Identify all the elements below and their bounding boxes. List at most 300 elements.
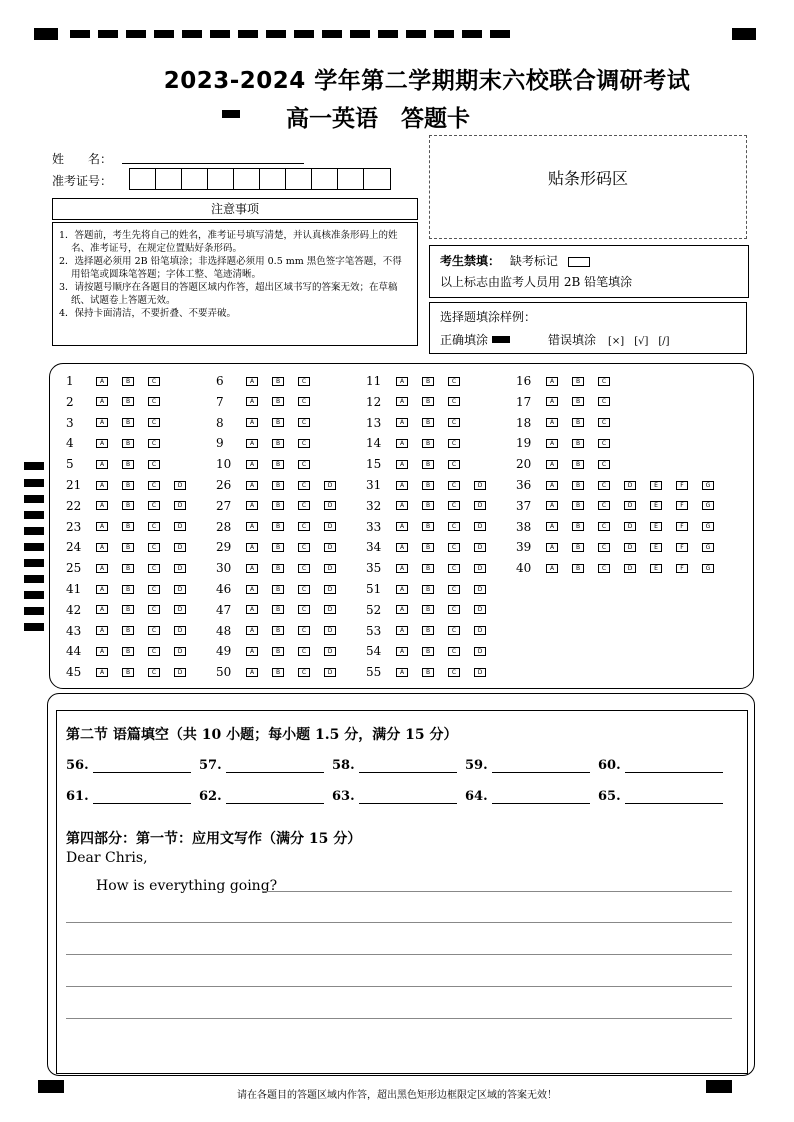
option-f-bubble[interactable]: F (676, 522, 688, 531)
option-b-bubble[interactable]: B (272, 668, 284, 677)
option-c-bubble[interactable]: C (598, 377, 610, 386)
option-b-bubble[interactable]: B (272, 397, 284, 406)
option-c-bubble[interactable]: C (148, 439, 160, 448)
writing-line[interactable] (66, 954, 732, 955)
blank-label: 57. (199, 758, 222, 773)
option-a-bubble[interactable]: A (96, 543, 108, 552)
option-a-bubble[interactable]: A (396, 668, 408, 677)
writing-line[interactable] (262, 891, 732, 892)
option-f-bubble[interactable]: F (676, 564, 688, 573)
option-a-bubble[interactable]: A (96, 605, 108, 614)
writing-line[interactable] (66, 1018, 732, 1019)
timing-mark (378, 30, 398, 38)
option-c-bubble[interactable]: C (298, 543, 310, 552)
option-b-bubble[interactable]: B (272, 564, 284, 573)
option-c-bubble[interactable]: C (148, 626, 160, 635)
option-d-bubble[interactable]: D (324, 605, 336, 614)
option-a-bubble[interactable]: A (246, 501, 258, 510)
option-c-bubble[interactable]: C (598, 501, 610, 510)
option-c-bubble[interactable]: C (448, 397, 460, 406)
option-c-bubble[interactable]: C (148, 605, 160, 614)
option-d-bubble[interactable]: D (324, 585, 336, 594)
question-7 (216, 395, 324, 409)
option-a-bubble[interactable]: A (546, 501, 558, 510)
question-number: 39 (516, 540, 532, 555)
question-20 (516, 457, 624, 471)
option-b-bubble[interactable]: B (572, 439, 584, 448)
option-c-bubble[interactable]: C (598, 543, 610, 552)
option-b-bubble[interactable]: B (422, 460, 434, 469)
option-c-bubble[interactable]: C (298, 647, 310, 656)
question-40 (516, 561, 728, 575)
option-a-bubble[interactable]: A (96, 647, 108, 656)
option-d-bubble[interactable]: D (474, 481, 486, 490)
option-a-bubble[interactable]: A (96, 626, 108, 635)
option-b-bubble[interactable]: B (272, 481, 284, 490)
timing-mark (406, 30, 426, 38)
option-c-bubble[interactable]: C (148, 668, 160, 677)
blank-58[interactable] (332, 758, 457, 773)
section2-title: 第二节 语篇填空（共 10 小题；每小题 1.5 分，满分 15 分） (66, 727, 458, 743)
option-a-bubble[interactable]: A (396, 501, 408, 510)
option-a-bubble[interactable]: A (396, 481, 408, 490)
question-3 (66, 416, 174, 430)
option-a-bubble[interactable]: A (246, 605, 258, 614)
question-29 (216, 540, 350, 554)
option-c-bubble[interactable]: C (448, 605, 460, 614)
question-41 (66, 582, 200, 596)
option-d-bubble[interactable]: D (174, 647, 186, 656)
question-51 (366, 582, 500, 596)
writing-title: 第四部分：第一节：应用文写作（满分 15 分） (66, 831, 362, 847)
option-d-bubble[interactable]: D (324, 668, 336, 677)
option-c-bubble[interactable]: C (598, 418, 610, 427)
option-c-bubble[interactable]: C (598, 439, 610, 448)
question-36 (516, 478, 728, 492)
option-b-bubble[interactable]: B (122, 543, 134, 552)
option-c-bubble[interactable]: C (298, 439, 310, 448)
option-a-bubble[interactable]: A (96, 522, 108, 531)
option-c-bubble[interactable]: C (448, 668, 460, 677)
timing-mark (24, 575, 44, 583)
option-a-bubble[interactable]: A (96, 397, 108, 406)
absent-mark-box[interactable] (568, 257, 590, 267)
wrong-marks: [×] [√] [/] (608, 336, 670, 347)
option-a-bubble[interactable]: A (546, 377, 558, 386)
option-b-bubble[interactable]: B (572, 543, 584, 552)
option-g-bubble[interactable]: G (702, 481, 714, 490)
timing-mark (24, 623, 44, 631)
option-a-bubble[interactable]: A (246, 522, 258, 531)
option-b-bubble[interactable]: B (422, 585, 434, 594)
option-a-bubble[interactable]: A (96, 585, 108, 594)
option-g-bubble[interactable]: G (702, 522, 714, 531)
notice-item: 2．选择题必须用 2B 铅笔填涂；非选择题必须用 0.5 mm 黑色签字笔答题，不得用铅笔或圆珠笔答题；字体工整、笔迹清晰。 (59, 256, 402, 280)
option-b-bubble[interactable]: B (422, 397, 434, 406)
option-c-bubble[interactable]: C (148, 418, 160, 427)
option-b-bubble[interactable]: B (422, 377, 434, 386)
option-b-bubble[interactable]: B (272, 626, 284, 635)
option-c-bubble[interactable]: C (298, 626, 310, 635)
option-a-bubble[interactable]: A (546, 481, 558, 490)
option-b-bubble[interactable]: B (272, 543, 284, 552)
option-c-bubble[interactable]: C (448, 522, 460, 531)
option-b-bubble[interactable]: B (422, 668, 434, 677)
timing-mark (24, 543, 44, 551)
option-d-bubble[interactable]: D (474, 647, 486, 656)
option-c-bubble[interactable]: C (298, 501, 310, 510)
option-b-bubble[interactable]: B (422, 522, 434, 531)
option-b-bubble[interactable]: B (272, 605, 284, 614)
option-b-bubble[interactable]: B (572, 564, 584, 573)
option-a-bubble[interactable]: A (546, 418, 558, 427)
option-b-bubble[interactable]: B (122, 564, 134, 573)
question-number: 27 (216, 498, 232, 513)
option-b-bubble[interactable]: B (422, 605, 434, 614)
option-a-bubble[interactable]: A (546, 522, 558, 531)
option-a-bubble[interactable]: A (96, 481, 108, 490)
question-number: 41 (66, 582, 82, 596)
question-number: 43 (66, 623, 82, 638)
notice-box (52, 222, 418, 346)
option-b-bubble[interactable]: B (272, 647, 284, 656)
option-b-bubble[interactable]: B (122, 397, 134, 406)
option-a-bubble[interactable]: A (96, 439, 108, 448)
option-b-bubble[interactable]: B (422, 647, 434, 656)
option-a-bubble[interactable]: A (246, 626, 258, 635)
option-a-bubble[interactable]: A (246, 564, 258, 573)
option-b-bubble[interactable]: B (272, 418, 284, 427)
option-f-bubble[interactable]: F (676, 543, 688, 552)
option-a-bubble[interactable]: A (246, 481, 258, 490)
timing-mark (34, 28, 58, 40)
option-b-bubble[interactable]: B (572, 481, 584, 490)
id-number-boxes[interactable] (129, 168, 391, 190)
option-d-bubble[interactable]: D (324, 501, 336, 510)
option-g-bubble[interactable]: G (702, 501, 714, 510)
option-b-bubble[interactable]: B (122, 481, 134, 490)
option-a-bubble[interactable]: A (96, 668, 108, 677)
option-b-bubble[interactable]: B (122, 585, 134, 594)
question-14 (366, 436, 474, 450)
option-a-bubble[interactable]: A (246, 460, 258, 469)
option-d-bubble[interactable]: D (324, 543, 336, 552)
option-c-bubble[interactable]: C (298, 605, 310, 614)
option-b-bubble[interactable]: B (272, 377, 284, 386)
option-d-bubble[interactable]: D (324, 522, 336, 531)
blank-60[interactable] (598, 758, 723, 773)
option-d-bubble[interactable]: D (624, 543, 636, 552)
option-b-bubble[interactable]: B (122, 460, 134, 469)
option-c-bubble[interactable]: C (448, 585, 460, 594)
option-a-bubble[interactable]: A (96, 460, 108, 469)
question-number: 7 (216, 394, 224, 409)
blank-65[interactable] (598, 789, 723, 804)
option-a-bubble[interactable]: A (396, 522, 408, 531)
option-d-bubble[interactable]: D (174, 501, 186, 510)
option-b-bubble[interactable]: B (422, 481, 434, 490)
option-c-bubble[interactable]: C (298, 377, 310, 386)
option-c-bubble[interactable]: C (598, 481, 610, 490)
option-e-bubble[interactable]: E (650, 543, 662, 552)
option-a-bubble[interactable]: A (396, 626, 408, 635)
timing-mark (350, 30, 370, 38)
option-c-bubble[interactable]: C (148, 585, 160, 594)
option-a-bubble[interactable]: A (96, 418, 108, 427)
option-b-bubble[interactable]: B (422, 418, 434, 427)
option-b-bubble[interactable]: B (572, 460, 584, 469)
option-d-bubble[interactable]: D (474, 605, 486, 614)
option-a-bubble[interactable]: A (396, 605, 408, 614)
option-g-bubble[interactable]: G (702, 564, 714, 573)
option-d-bubble[interactable]: D (474, 501, 486, 510)
option-e-bubble[interactable]: E (650, 501, 662, 510)
option-c-bubble[interactable]: C (298, 522, 310, 531)
option-d-bubble[interactable]: D (624, 522, 636, 531)
option-b-bubble[interactable]: B (122, 522, 134, 531)
blank-57[interactable] (199, 758, 324, 773)
question-number: 54 (366, 644, 382, 659)
option-a-bubble[interactable]: A (246, 585, 258, 594)
option-c-bubble[interactable]: C (148, 460, 160, 469)
question-number: 30 (216, 561, 232, 576)
option-d-bubble[interactable]: D (174, 522, 186, 531)
option-b-bubble[interactable]: B (422, 501, 434, 510)
option-b-bubble[interactable]: B (272, 585, 284, 594)
option-c-bubble[interactable]: C (448, 543, 460, 552)
option-c-bubble[interactable]: C (598, 564, 610, 573)
option-c-bubble[interactable]: C (448, 377, 460, 386)
question-number: 33 (366, 519, 382, 534)
absent-note: 以上标志由监考人员用 2B 铅笔填涂 (440, 275, 633, 289)
option-c-bubble[interactable]: C (298, 418, 310, 427)
option-e-bubble[interactable]: E (650, 481, 662, 490)
option-d-bubble[interactable]: D (624, 501, 636, 510)
option-c-bubble[interactable]: C (598, 397, 610, 406)
timing-mark (154, 30, 174, 38)
option-d-bubble[interactable]: D (474, 668, 486, 677)
question-number: 16 (516, 374, 532, 388)
option-b-bubble[interactable]: B (122, 418, 134, 427)
question-number: 46 (216, 582, 232, 596)
option-d-bubble[interactable]: D (324, 647, 336, 656)
option-c-bubble[interactable]: C (298, 564, 310, 573)
option-f-bubble[interactable]: F (676, 501, 688, 510)
option-b-bubble[interactable]: B (272, 522, 284, 531)
option-d-bubble[interactable]: D (174, 668, 186, 677)
option-c-bubble[interactable]: C (148, 397, 160, 406)
option-d-bubble[interactable]: D (174, 481, 186, 490)
blank-61[interactable] (66, 789, 191, 804)
option-a-bubble[interactable]: A (546, 543, 558, 552)
option-b-bubble[interactable]: B (122, 647, 134, 656)
option-d-bubble[interactable]: D (474, 585, 486, 594)
option-d-bubble[interactable]: D (624, 481, 636, 490)
question-45 (66, 665, 200, 679)
question-number: 21 (66, 478, 82, 492)
option-a-bubble[interactable]: A (396, 460, 408, 469)
question-9 (216, 436, 324, 450)
question-number: 3 (66, 415, 74, 430)
question-number: 17 (516, 394, 532, 409)
option-d-bubble[interactable]: D (474, 626, 486, 635)
option-a-bubble[interactable]: A (546, 460, 558, 469)
option-c-bubble[interactable]: C (298, 668, 310, 677)
blank-label: 56. (66, 758, 89, 773)
option-d-bubble[interactable]: D (324, 626, 336, 635)
option-b-bubble[interactable]: B (122, 439, 134, 448)
option-c-bubble[interactable]: C (148, 647, 160, 656)
option-b-bubble[interactable]: B (122, 626, 134, 635)
option-a-bubble[interactable]: A (396, 377, 408, 386)
option-f-bubble[interactable]: F (676, 481, 688, 490)
blank-62[interactable] (199, 789, 324, 804)
option-b-bubble[interactable]: B (572, 501, 584, 510)
option-a-bubble[interactable]: A (396, 397, 408, 406)
name-field[interactable] (122, 163, 304, 164)
option-a-bubble[interactable]: A (546, 397, 558, 406)
option-b-bubble[interactable]: B (122, 501, 134, 510)
option-c-bubble[interactable]: C (448, 460, 460, 469)
option-c-bubble[interactable]: C (148, 564, 160, 573)
option-c-bubble[interactable]: C (298, 481, 310, 490)
timing-mark (98, 30, 118, 38)
option-b-bubble[interactable]: B (572, 522, 584, 531)
question-number: 44 (66, 644, 82, 659)
notice-item: 1．答题前，考生先将自己的姓名，准考证号填写清楚，并认真核准条形码上的姓名、准考证号，在规定位置贴好条形码。 (59, 230, 398, 254)
option-e-bubble[interactable]: E (650, 564, 662, 573)
question-5 (66, 457, 174, 471)
option-e-bubble[interactable]: E (650, 522, 662, 531)
option-a-bubble[interactable]: A (246, 439, 258, 448)
option-a-bubble[interactable]: A (546, 439, 558, 448)
option-c-bubble[interactable]: C (448, 626, 460, 635)
question-number: 28 (216, 519, 232, 534)
question-50 (216, 665, 350, 679)
option-b-bubble[interactable]: B (422, 543, 434, 552)
option-c-bubble[interactable]: C (448, 481, 460, 490)
name-label: 姓 名： (52, 152, 113, 166)
timing-mark (24, 479, 44, 487)
option-c-bubble[interactable]: C (148, 522, 160, 531)
option-a-bubble[interactable]: A (396, 564, 408, 573)
option-b-bubble[interactable]: B (122, 668, 134, 677)
option-c-bubble[interactable]: C (598, 522, 610, 531)
option-c-bubble[interactable]: C (148, 377, 160, 386)
question-16 (516, 374, 624, 388)
option-c-bubble[interactable]: C (298, 585, 310, 594)
option-c-bubble[interactable]: C (448, 439, 460, 448)
option-g-bubble[interactable]: G (702, 543, 714, 552)
option-a-bubble[interactable]: A (96, 564, 108, 573)
question-48 (216, 624, 350, 638)
option-b-bubble[interactable]: B (422, 564, 434, 573)
option-c-bubble[interactable]: C (448, 418, 460, 427)
blank-63[interactable] (332, 789, 457, 804)
option-a-bubble[interactable]: A (396, 647, 408, 656)
option-d-bubble[interactable]: D (324, 564, 336, 573)
question-35 (366, 561, 500, 575)
option-a-bubble[interactable]: A (396, 439, 408, 448)
blank-label: 64. (465, 789, 488, 804)
option-d-bubble[interactable]: D (474, 564, 486, 573)
option-c-bubble[interactable]: C (598, 460, 610, 469)
option-a-bubble[interactable]: A (246, 397, 258, 406)
question-number: 20 (516, 457, 532, 472)
option-d-bubble[interactable]: D (174, 605, 186, 614)
timing-mark (24, 591, 44, 599)
option-b-bubble[interactable]: B (272, 439, 284, 448)
question-8 (216, 416, 324, 430)
option-c-bubble[interactable]: C (148, 501, 160, 510)
option-d-bubble[interactable]: D (474, 522, 486, 531)
option-c-bubble[interactable]: C (148, 481, 160, 490)
option-a-bubble[interactable]: A (96, 377, 108, 386)
option-c-bubble[interactable]: C (448, 647, 460, 656)
option-b-bubble[interactable]: B (422, 439, 434, 448)
blank-59[interactable] (465, 758, 590, 773)
question-number: 14 (366, 436, 382, 451)
option-a-bubble[interactable]: A (246, 418, 258, 427)
option-c-bubble[interactable]: C (448, 564, 460, 573)
option-b-bubble[interactable]: B (572, 397, 584, 406)
correct-fill-example (492, 336, 510, 343)
question-32 (366, 499, 500, 513)
option-b-bubble[interactable]: B (272, 460, 284, 469)
blank-64[interactable] (465, 789, 590, 804)
option-c-bubble[interactable]: C (298, 460, 310, 469)
option-a-bubble[interactable]: A (246, 647, 258, 656)
option-a-bubble[interactable]: A (96, 501, 108, 510)
writing-line[interactable] (66, 922, 732, 923)
title-mark (222, 110, 240, 118)
option-b-bubble[interactable]: B (122, 377, 134, 386)
option-d-bubble[interactable]: D (174, 626, 186, 635)
option-b-bubble[interactable]: B (572, 418, 584, 427)
blank-label: 58. (332, 758, 355, 773)
option-c-bubble[interactable]: C (448, 501, 460, 510)
option-c-bubble[interactable]: C (148, 543, 160, 552)
option-d-bubble[interactable]: D (324, 481, 336, 490)
option-b-bubble[interactable]: B (572, 377, 584, 386)
option-a-bubble[interactable]: A (396, 585, 408, 594)
question-27 (216, 499, 350, 513)
timing-mark (70, 30, 90, 38)
option-d-bubble[interactable]: D (174, 543, 186, 552)
writing-line[interactable] (66, 986, 732, 987)
question-47 (216, 603, 350, 617)
option-b-bubble[interactable]: B (122, 605, 134, 614)
option-a-bubble[interactable]: A (546, 564, 558, 573)
option-b-bubble[interactable]: B (272, 501, 284, 510)
question-31 (366, 478, 500, 492)
option-d-bubble[interactable]: D (624, 564, 636, 573)
option-a-bubble[interactable]: A (246, 543, 258, 552)
option-a-bubble[interactable]: A (396, 418, 408, 427)
option-b-bubble[interactable]: B (422, 626, 434, 635)
question-number: 36 (516, 478, 532, 492)
option-d-bubble[interactable]: D (174, 564, 186, 573)
option-a-bubble[interactable]: A (246, 668, 258, 677)
option-d-bubble[interactable]: D (474, 543, 486, 552)
question-number: 55 (366, 665, 382, 680)
blank-56[interactable] (66, 758, 191, 773)
option-a-bubble[interactable]: A (246, 377, 258, 386)
option-d-bubble[interactable]: D (174, 585, 186, 594)
blank-label: 59. (465, 758, 488, 773)
option-a-bubble[interactable]: A (396, 543, 408, 552)
option-c-bubble[interactable]: C (298, 397, 310, 406)
